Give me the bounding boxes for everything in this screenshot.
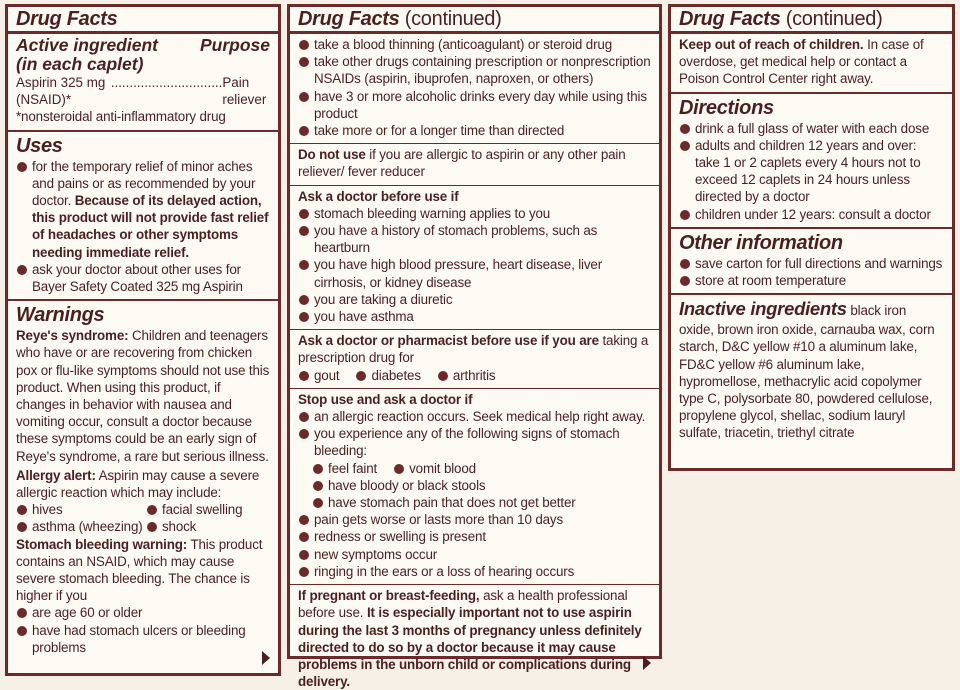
list-item: pain gets worse or lasts more than 10 days bbox=[298, 511, 651, 528]
uses-section bbox=[8, 132, 278, 302]
list-item: arthritis bbox=[437, 367, 496, 384]
directions-heading: Directions bbox=[679, 96, 774, 119]
pregnancy-section: If pregnant or breast-feeding, ask a health professional before use. It is especially important not to use aspirin during the last 3 months of pregnancy unless definitely directed to do so by a doctor because it may cause problems in the unborn child or complications during delivery. bbox=[290, 585, 659, 678]
ingredient-footnote: *nonsteroidal anti-inflammatory drug bbox=[16, 109, 226, 125]
list-item: you experience any of the following signs of stomach bleeding: bbox=[298, 425, 651, 459]
do-not-use-section: Do not use if you are allergic to aspirin or any other pain reliever/ fever reducer bbox=[290, 144, 659, 185]
dot-leader: .............................. bbox=[110, 75, 223, 90]
list-item: gout bbox=[298, 367, 339, 384]
continued-warnings-list bbox=[290, 34, 659, 144]
list-item: have stomach pain that does not get better bbox=[312, 494, 651, 511]
reye-warning: Reye's syndrome: Children and teenagers who have or are recovering from chicken pox or flu-like symptoms should not use this product. When using this product, if changes in behavior with nausea and vomiting occur, consult a doctor because these symptoms could be an early sign of Reye's syndrome, a rare but serious illness. bbox=[16, 328, 270, 464]
list-item: drink a full glass of water with each dose bbox=[679, 120, 944, 137]
inactive-ingredients-heading: Inactive ingredients bbox=[679, 298, 847, 320]
list-item: have 3 or more alcoholic drinks every day while using this product bbox=[298, 88, 651, 122]
list-item: you have asthma bbox=[298, 308, 651, 325]
ingredient-purpose: Pain reliever bbox=[222, 75, 267, 108]
directions-section bbox=[671, 94, 952, 229]
list-item: for the temporary relief of minor aches and pains or as recommended by your doctor. Because of its delayed action, this product will not provide fast relief of headaches or other symptoms needing immediate relief. bbox=[16, 158, 270, 261]
list-item: take more or for a longer time than directed bbox=[298, 122, 651, 139]
warnings-heading: Warnings bbox=[16, 304, 105, 327]
list-item: new symptoms occur bbox=[298, 546, 651, 563]
ask-pharmacist-section: Ask a doctor or pharmacist before use if you are taking a prescription drug for gout diabetes arthritis bbox=[290, 330, 659, 389]
panel-3-header bbox=[671, 7, 952, 34]
other-information-section bbox=[671, 229, 952, 295]
list-item: you have a history of stomach problems, such as heartburn bbox=[298, 222, 651, 256]
list-item: vomit blood bbox=[393, 460, 476, 477]
list-item: feel faint bbox=[312, 460, 377, 477]
inactive-ingredients-section bbox=[671, 295, 952, 445]
active-ingredient-heading: Active ingredient bbox=[16, 35, 158, 55]
list-item: take other drugs containing prescription or nonprescription NSAIDs (aspirin, ibuprofen, naproxen, or others) bbox=[298, 53, 651, 87]
panel-1-header bbox=[8, 7, 278, 34]
panel-3-title: Drug Facts (continued) bbox=[679, 8, 883, 30]
active-ingredient-subheading: (in each caplet) bbox=[16, 54, 144, 74]
purpose-heading: Purpose bbox=[199, 35, 270, 55]
list-item: ask your doctor about other uses for Bayer Safety Coated 325 mg Aspirin bbox=[16, 261, 270, 295]
panel-2-title: Drug Facts (continued) bbox=[298, 8, 502, 30]
list-item: have had stomach ulcers or bleeding problems bbox=[16, 622, 270, 656]
panel-2-header bbox=[290, 7, 659, 34]
list-item: hives bbox=[16, 501, 146, 518]
continue-arrow-icon bbox=[643, 656, 651, 670]
active-ingredient-section bbox=[8, 34, 278, 132]
drug-facts-panel-2 bbox=[287, 4, 662, 690]
list-item: shock bbox=[146, 518, 276, 535]
drug-facts-panel-1 bbox=[5, 4, 281, 676]
list-item: redness or swelling is present bbox=[298, 528, 651, 545]
list-item: diabetes bbox=[355, 367, 420, 384]
panel-1-title: Drug Facts bbox=[16, 8, 118, 30]
inactive-ingredients-list: black iron oxide, brown iron oxide, carnauba wax, corn starch, D&C yellow #10 a aluminum lake, FD&C yellow #6 aluminum lake, hypromellose, methacrylic acid copolymer type C, polysorbate 80, powdered cellulose, propylene glycol, shellac, sodium lauryl sulfate, triacetin, triethyl citrate bbox=[679, 303, 935, 441]
allergy-alert: Allergy alert: Aspirin may cause a severe allergic reaction which may include: bbox=[16, 467, 260, 501]
list-item: save carton for full directions and warnings bbox=[679, 255, 944, 272]
list-item: are age 60 or older bbox=[16, 604, 270, 621]
ask-doctor-heading: Ask a doctor before use if bbox=[298, 188, 459, 204]
list-item: asthma (wheezing) bbox=[16, 518, 146, 535]
ingredient-name: Aspirin 325 mg (NSAID)* bbox=[16, 75, 106, 108]
stop-use-section bbox=[290, 389, 659, 585]
list-item: take a blood thinning (anticoagulant) or steroid drug bbox=[298, 36, 651, 53]
list-item: you are taking a diuretic bbox=[298, 291, 651, 308]
ask-doctor-section bbox=[290, 186, 659, 331]
list-item: facial swelling bbox=[146, 501, 276, 518]
list-item: have bloody or black stools bbox=[312, 477, 651, 494]
delayed-action-note: Because of its delayed action, this product will not provide fast relief of headaches or other symptoms needing immediate relief. bbox=[32, 193, 269, 260]
list-item: ringing in the ears or a loss of hearing occurs bbox=[298, 563, 651, 580]
list-item: you have high blood pressure, heart disease, liver cirrhosis, or kidney disease bbox=[298, 256, 651, 290]
drug-facts-panel-3 bbox=[668, 4, 955, 471]
list-item: children under 12 years: consult a doctor bbox=[679, 206, 944, 223]
stop-use-heading: Stop use and ask a doctor if bbox=[298, 391, 473, 407]
stomach-bleeding-warning: Stomach bleeding warning: This product contains an NSAID, which may cause severe stomach bleeding. The chance is higher if you bbox=[16, 536, 263, 604]
list-item: stomach bleeding warning applies to you bbox=[298, 205, 651, 222]
warnings-section bbox=[8, 301, 278, 673]
ingredient-row bbox=[16, 74, 270, 108]
keep-out-of-reach-section: Keep out of reach of children. In case of overdose, get medical help or contact a Poison Control Center right away. bbox=[671, 34, 952, 94]
list-item: store at room temperature bbox=[679, 272, 944, 289]
other-information-heading: Other information bbox=[679, 231, 843, 254]
list-item: adults and children 12 years and over: take 1 or 2 caplets every 4 hours not to exceed 12 caplets in 24 hours unless directed by a doctor bbox=[679, 137, 944, 206]
continue-arrow-icon bbox=[262, 651, 270, 665]
list-item: an allergic reaction occurs. Seek medical help right away. bbox=[298, 408, 651, 425]
uses-heading: Uses bbox=[16, 134, 63, 157]
